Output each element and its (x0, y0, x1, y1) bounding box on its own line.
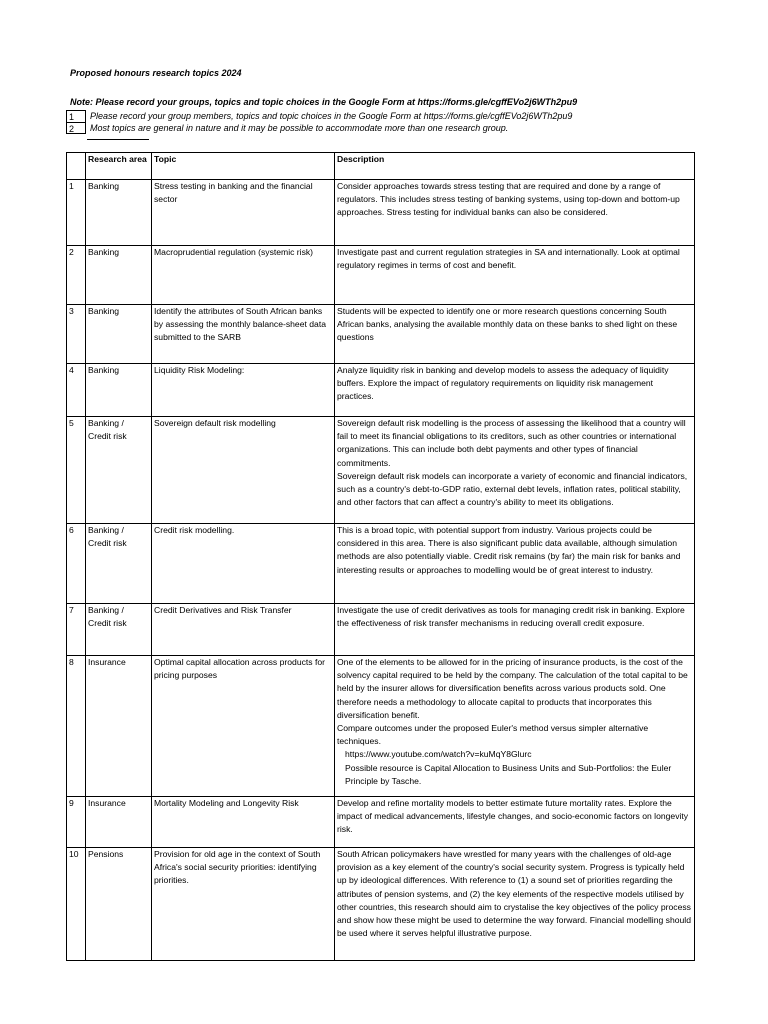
cell-topic: Stress testing in banking and the financial sector (152, 180, 335, 246)
cell-number: 4 (67, 364, 86, 417)
table-body (67, 180, 695, 961)
cell-number: 2 (67, 246, 86, 305)
cell-description (335, 524, 695, 604)
cell-topic: Provision for old age in the context of South Africa's social security priorities: identifying priorities. (152, 848, 335, 961)
google-form-note: Note: Please record your groups, topics and topic choices in the Google Form at https://forms.gle/cgffEVo2j6WTh2pu9 (70, 97, 578, 107)
header-description: Description (335, 153, 695, 180)
cell-description (335, 797, 695, 848)
cell-description (335, 417, 695, 524)
cell-number: 3 (67, 305, 86, 364)
cell-research-area: Banking / Credit risk (86, 604, 152, 656)
cell-research-area: Banking (86, 364, 152, 417)
cell-number: 1 (67, 180, 86, 246)
cell-description (335, 848, 695, 961)
cell-research-area: Insurance (86, 656, 152, 797)
table-row (67, 305, 695, 364)
header-number (67, 153, 86, 180)
note-number: 2 (66, 122, 86, 134)
cell-description (335, 656, 695, 797)
table-row (67, 246, 695, 305)
cell-topic: Credit Derivatives and Risk Transfer (152, 604, 335, 656)
cell-topic: Macroprudential regulation (systemic risk) (152, 246, 335, 305)
cell-topic: Credit risk modelling. (152, 524, 335, 604)
table-row (67, 524, 695, 604)
description-paragraph: Investigate the use of credit derivatives as tools for managing credit risk in banking. Explore the effectiveness of risk transfer mechanisms in reducing overall credit exposure. (337, 605, 685, 629)
cell-number: 7 (67, 604, 86, 656)
description-paragraph: Sovereign default risk modelling is the process of assessing the likelihood that a country will fail to meet its financial obligations to its creditors, such as other countries or international organizations. This can include both debt payments and other types of financial commitments. (337, 418, 686, 468)
table-row (67, 656, 695, 797)
cell-number: 9 (67, 797, 86, 848)
table-row (67, 797, 695, 848)
description-paragraph: Develop and refine mortality models to better estimate future mortality rates. Explore the impact of medical advancements, lifestyle changes, and socio-economic factors on longevity risk. (337, 798, 689, 835)
description-paragraph: This is a broad topic, with potential support from industry. Various projects could be considered in this area. There is also significant public data available, although simulation methods are also potentially viable. Credit risk remains (by far) the main risk for banks and interesting results or approaches to modelling would be of great interest to industry. (337, 525, 681, 575)
cell-topic: Identify the attributes of South African banks by assessing the monthly balance-sheet data submitted to the SARB (152, 305, 335, 364)
cell-number: 6 (67, 524, 86, 604)
resource-note: Possible resource is Capital Allocation to Business Units and Sub-Portfolios: the Euler Principle by Tasche. (345, 762, 672, 786)
header-topic: Topic (152, 153, 335, 180)
cell-research-area: Banking / Credit risk (86, 524, 152, 604)
cell-number: 8 (67, 656, 86, 797)
description-paragraph: Analyze liquidity risk in banking and develop models to assess the adequacy of liquidity buffers. Explore the impact of regulatory requirements on liquidity risk management practices. (337, 365, 669, 402)
cell-research-area: Insurance (86, 797, 152, 848)
table-row (67, 604, 695, 656)
cell-research-area: Banking / Credit risk (86, 417, 152, 524)
description-paragraph: Consider approaches towards stress testing that are required and done by a range of regulators. This includes stress testing of banking systems, using top-down and bottom-up approaches. Stress testing for individual banks can also be considered. (337, 181, 680, 218)
cell-description (335, 364, 695, 417)
table-row (67, 364, 695, 417)
header-research-area: Research area (86, 153, 152, 180)
table-row (67, 180, 695, 246)
cell-description (335, 305, 695, 364)
cell-topic: Optimal capital allocation across products for pricing purposes (152, 656, 335, 797)
cell-topic: Mortality Modeling and Longevity Risk (152, 797, 335, 848)
cell-topic: Liquidity Risk Modeling: (152, 364, 335, 417)
table-row (67, 848, 695, 961)
cell-research-area: Banking (86, 246, 152, 305)
cell-number: 5 (67, 417, 86, 524)
cell-research-area: Pensions (86, 848, 152, 961)
document-title: Proposed honours research topics 2024 (70, 68, 242, 78)
description-paragraph: South African policymakers have wrestled for many years with the challenges of old-age provision as a key element of the country's social security system. Progress is typically held up by ideological differences. With reference to (1) a sound set of priorities regarding the attributes of pension systems, and (2) the key elements of the respective models utilised by other countries, this research should aim to crystalise the key objectives of the policy process and show how these might be used to determine the way forward. Financial modelling should be used where it serves helpful illustrative purpose. (337, 849, 691, 939)
description-paragraph: Sovereign default risk models can incorporate a variety of economic and financial indicators, such as a country's debt-to-GDP ratio, external debt levels, inflation rates, political stability, and other factors that can affect a country's ability to meet its obligations. (337, 470, 688, 508)
cell-research-area: Banking (86, 305, 152, 364)
cell-description (335, 246, 695, 305)
cell-number: 10 (67, 848, 86, 961)
description-paragraph: Compare outcomes under the proposed Euler's method versus simpler alternative techniques. (337, 723, 649, 747)
description-paragraph: Investigate past and current regulation strategies in SA and internationally. Look at optimal regulatory regimes in terms of cost and benefit. (337, 247, 680, 271)
cell-topic: Sovereign default risk modelling (152, 417, 335, 524)
note-underline-divider (87, 139, 149, 140)
note-number: 1 (66, 110, 86, 122)
cell-description (335, 180, 695, 246)
note-text: Most topics are general in nature and it may be possible to accommodate more than one research group. (90, 123, 509, 133)
description-paragraph: Students will be expected to identify one or more research questions concerning South African banks, analysing the available monthly data on these banks to shed light on these questions (337, 306, 678, 343)
research-topics-table (66, 152, 695, 961)
resource-link[interactable]: https://www.youtube.com/watch?v=kuMqY8Glurc (345, 749, 532, 760)
cell-description (335, 604, 695, 656)
cell-research-area: Banking (86, 180, 152, 246)
table-header-row (67, 153, 695, 180)
note-text: Please record your group members, topics and topic choices in the Google Form at https://forms.gle/cgffEVo2j6WTh2pu9 (90, 111, 573, 121)
description-paragraph: One of the elements to be allowed for in the pricing of insurance products, is the cost of the solvency capital required to be held by the company. The calculation of the total capital to be held by the insurer allows for diversification benefits across various products sold. One therefore needs a methodology to allocate capital to products that incorporates this diversification benefit. (337, 657, 688, 720)
table-row (67, 417, 695, 524)
